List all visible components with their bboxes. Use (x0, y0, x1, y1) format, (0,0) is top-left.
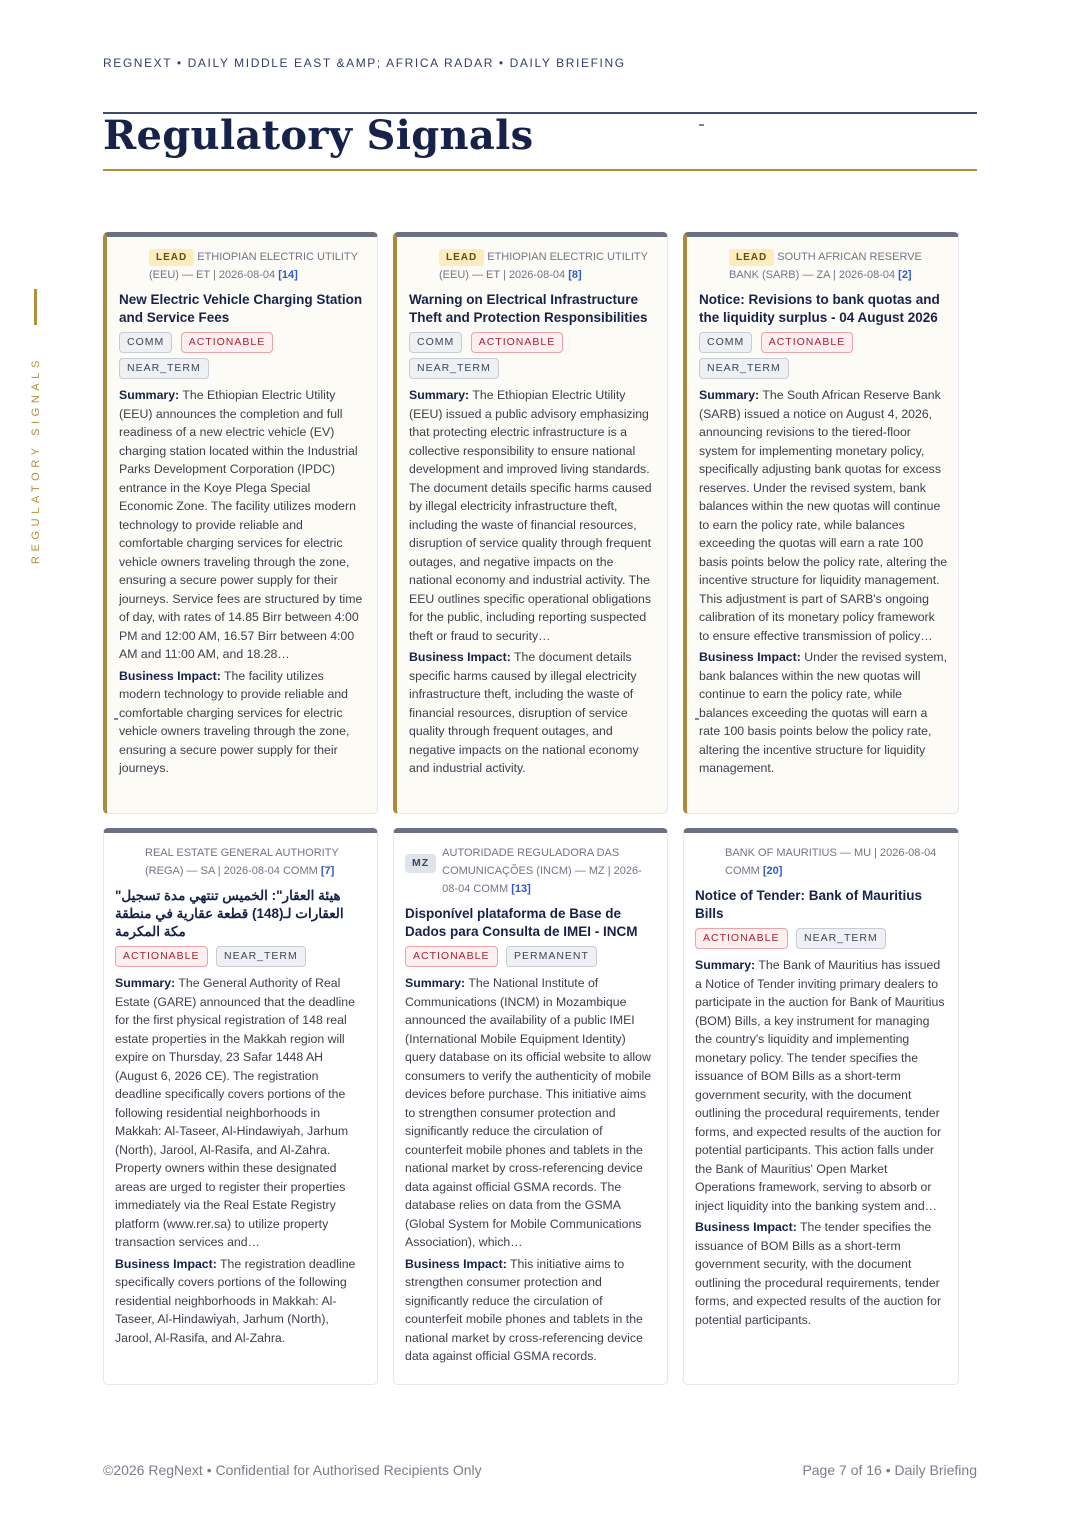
card-title: هيئة العقار": الخميس تنتهي مدة تسجيل" العقارات لـ(148) قطعة عقارية في منطقة مكة المكرمة (115, 888, 344, 939)
impact-body: Under the revised system, bank balances within the new quotas will continue to earn the policy rate, while balances exceeding the quotas will earn a rate 100 basis points below the policy rate, altering the incentive structure for liquidity management. (699, 650, 948, 775)
summary-body: The National Institute of Communications (INCM) in Mozambique announced the availability of a public IMEI (International Mobile Equipment Identity) query database on its official website to allow consumers to verify the authenticity of mobile devices before purchase. This initiative aims to strengthen consumer protection and significantly reduce the circulation of counterfeit mobile phones and tablets in the national market by cross-referencing device data against official GSMA records. The database relies on data from the GSMA (Global System for Mobile Communications Association), which… (405, 976, 652, 1249)
tag-list (409, 330, 657, 382)
tag-list (115, 944, 367, 970)
source-ref-link[interactable]: [14] (278, 269, 298, 281)
source-ref-link[interactable]: [7] (320, 865, 335, 877)
impact-text (695, 1218, 948, 1329)
card-meta (119, 248, 367, 284)
card-meta (409, 248, 657, 284)
tag-comm: COMM (699, 332, 752, 353)
summary-text (699, 386, 948, 645)
tag-permanent: PERMANENT (506, 946, 597, 967)
tag-near-term: NEAR_TERM (699, 358, 789, 379)
source-ref-link[interactable]: [8] (568, 269, 582, 281)
dash-mark (695, 718, 699, 720)
summary-text (115, 974, 367, 1252)
impact-label: Business Impact: (695, 1220, 797, 1234)
tag-actionable: ACTIONABLE (115, 946, 208, 967)
signal-card-eeu-ev-charging[interactable] (103, 232, 378, 814)
tag-list (405, 944, 657, 970)
tag-near-term: NEAR_TERM (119, 358, 209, 379)
side-section-label: REGULATORY SIGNALS (30, 356, 42, 564)
tag-actionable: ACTIONABLE (405, 946, 498, 967)
page-title: Regulatory Signals (103, 112, 534, 159)
country-badge: MZ (405, 854, 436, 873)
tag-actionable: ACTIONABLE (471, 332, 564, 353)
signal-card-rega-registration[interactable] (103, 828, 378, 1385)
summary-body: The Ethiopian Electric Utility (EEU) issued a public advisory emphasizing that protecting electric infrastructure is a collective responsibility to ensure national development and improved living standards. The document details specific harms caused by illegal electricity infrastructure theft, including the waste of financial resources, disruption of service quality through frequent outages, and negative impacts on the national economy and industrial activity. The EEU outlines specific operational obligations for the public, including reporting suspected theft or fraud to security… (409, 388, 652, 643)
card-meta (699, 248, 948, 284)
comm-label: COMM (725, 865, 760, 877)
tag-list (699, 330, 948, 382)
impact-label: Business Impact: (699, 650, 801, 664)
tag-comm: COMM (409, 332, 462, 353)
footer-page-number: Page 7 of 16 • Daily Briefing (802, 1462, 977, 1478)
source-meta: BANK OF MAURITIUS — MU | 2026-08-04 (725, 847, 937, 859)
tag-comm: COMM (119, 332, 172, 353)
impact-text (119, 667, 367, 778)
card-meta (695, 844, 948, 880)
tag-near-term: NEAR_TERM (216, 946, 306, 967)
impact-text (405, 1255, 657, 1366)
impact-text (409, 648, 657, 778)
tag-near-term: NEAR_TERM (796, 928, 886, 949)
tag-actionable: ACTIONABLE (761, 332, 854, 353)
source-meta: REAL ESTATE GENERAL AUTHORITY (REGA) — SA | 2026-08-04 (145, 847, 339, 877)
impact-label: Business Impact: (115, 1256, 217, 1271)
card-title: Notice: Revisions to bank quotas and the liquidity surplus - 04 August 2026 (699, 292, 940, 325)
tag-actionable: ACTIONABLE (695, 928, 788, 949)
summary-text (405, 974, 657, 1252)
summary-body: The Ethiopian Electric Utility (EEU) announces the completion and full readiness of a new electric vehicle (EV) charging station located within the Industrial Parks Development Corporation (IPDC) entrance in the Koye Plega Special Economic Zone. The facility utilizes modern technology to provide reliable and comfortable charging services for electric vehicle owners traveling through the zone, ensuring a secure power supply for their journeys. Service fees are structured by time of day, with rates of 14.85 Birr between 4:00 PM and 12:00 AM, 16.57 Birr between 4:00 AM and 11:00 AM, and 18.28… (119, 388, 363, 661)
card-title: Warning on Electrical Infrastructure Theft and Protection Responsibilities (409, 292, 648, 325)
side-accent-bar (34, 289, 37, 325)
summary-label: Summary: (695, 958, 756, 972)
impact-body: The registration deadline specifically covers portions of the following residential neighborhoods in Makkah: Al-Taseer, Al-Hindawiyah, Jarhum (North), Jarool, Al-Rasifa, and Al-Zahra. (115, 1256, 356, 1345)
impact-label: Business Impact: (405, 1256, 507, 1271)
tag-actionable: ACTIONABLE (181, 332, 274, 353)
card-title: Disponível plataforma de Base de Dados para Consulta de IMEI - INCM (405, 906, 638, 939)
card-title: New Electric Vehicle Charging Station and Service Fees (119, 292, 363, 325)
summary-text (409, 386, 657, 645)
source-meta: ETHIOPIAN ELECTRIC UTILITY (EEU) — ET | 2026-08-04 (439, 251, 648, 281)
signal-card-incm-imei[interactable] (393, 828, 668, 1385)
signal-card-eeu-theft-warning[interactable] (393, 232, 668, 814)
tag-list (695, 926, 948, 952)
impact-text (115, 1255, 367, 1348)
impact-body: This initiative aims to strengthen consumer protection and significantly reduce the circulation of counterfeit mobile phones and tablets in the national market by cross-referencing device data against official GSMA records. (405, 1256, 643, 1363)
title-rule-bottom (103, 169, 977, 171)
source-ref-link[interactable]: [2] (898, 269, 912, 281)
tag-list (119, 330, 367, 382)
comm-label: COMM (282, 865, 318, 877)
card-meta (405, 844, 657, 898)
impact-label: Business Impact: (119, 668, 221, 683)
dash-mark (114, 718, 118, 720)
impact-label: Business Impact: (409, 650, 511, 664)
summary-body: The Bank of Mauritius has issued a Notice of Tender inviting primary dealers to participate in the auction for Bank of Mauritius (BOM) Bills, a key instrument for managing the country's liquidity and implementing monetary policy. The tender specifies the issuance of BOM Bills as a short-term government security, with the document outlining the procedural requirements, tender forms, and expected results of the auction for potential participants. This action falls under the Bank of Mauritius' Open Market Operations framework, serving to absorb or inject liquidity into the banking system and… (695, 958, 945, 1213)
signal-card-bom-tender[interactable] (683, 828, 959, 1385)
lead-badge: LEAD (729, 249, 774, 266)
summary-label: Summary: (405, 976, 466, 990)
signal-card-sarb-quotas[interactable] (683, 232, 959, 814)
summary-label: Summary: (115, 976, 176, 990)
source-meta: AUTORIDADE REGULADORA DAS COMUNICAÇÕES (INCM) — MZ | 2026-08-04 (442, 847, 642, 895)
impact-body: The document details specific harms caused by illegal electricity infrastructure theft, including the waste of financial resources, disruption of service quality through frequent outages, and negative impacts on the national economy and industrial activity. (409, 650, 639, 775)
source-ref-link[interactable]: [20] (762, 865, 783, 877)
card-title: Notice of Tender: Bank of Mauritius Bills (695, 888, 923, 921)
lead-badge: LEAD (149, 249, 194, 266)
footer-copyright: ©2026 RegNext • Confidential for Authorised Recipients Only (103, 1462, 482, 1478)
title-mark (699, 124, 704, 126)
impact-text (699, 648, 948, 778)
summary-label: Summary: (699, 388, 760, 402)
tag-near-term: NEAR_TERM (409, 358, 499, 379)
summary-label: Summary: (409, 388, 470, 402)
summary-text (695, 956, 948, 1215)
lead-badge: LEAD (439, 249, 484, 266)
summary-text (119, 386, 367, 664)
comm-label: COMM (473, 883, 509, 895)
running-head: REGNEXT • DAILY MIDDLE EAST &AMP; AFRICA RADAR • DAILY BRIEFING (103, 56, 626, 70)
impact-body: The tender specifies the issuance of BOM Bills as a short-term government security, with the document outlining the procedural requirements, tender forms, and expected results of the auction for potential participants. (695, 1220, 942, 1327)
source-meta: ETHIOPIAN ELECTRIC UTILITY (EEU) — ET | 2026-08-04 (149, 251, 358, 281)
card-meta (115, 844, 367, 880)
summary-body: The South African Reserve Bank (SARB) issued a notice on August 4, 2026, announcing revisions to the tiered-floor system for implementing monetary policy, specifically adjusting bank quotas for excess reserves. Under the revised system, bank balances within the new quotas will continue to earn the policy rate, while balances exceeding the quotas will earn a rate 100 basis points below the policy rate, altering the incentive structure for liquidity management. This adjustment is part of SARB's ongoing calibration of its monetary policy framework to ensure effective transmission of policy… (699, 388, 948, 643)
impact-body: The facility utilizes modern technology to provide reliable and comfortable charging services for electric vehicle owners traveling through the zone, ensuring a secure power supply for their journeys. (119, 668, 350, 775)
source-meta: SOUTH AFRICAN RESERVE BANK (SARB) — ZA | 2026-08-04 (729, 251, 922, 281)
summary-label: Summary: (119, 388, 180, 402)
summary-body: The General Authority of Real Estate (GARE) announced that the deadline for the first physical registration of 148 real estate properties in the Makkah region will expire on Thursday, 23 Safar 1448 AH (August 6, 2026 CE). The registration deadline specifically covers portions of the following residential neighborhoods in Makkah: Al-Taseer, Al-Hindawiyah, Jarhum (North), Jarool, Al-Rasifa, and Al-Zahra. Property owners within these designated areas are urged to register their properties immediately via the Real Estate Registry platform (www.rer.sa) to utilize property transaction services and… (115, 976, 355, 1249)
source-ref-link[interactable]: [13] (511, 883, 531, 895)
